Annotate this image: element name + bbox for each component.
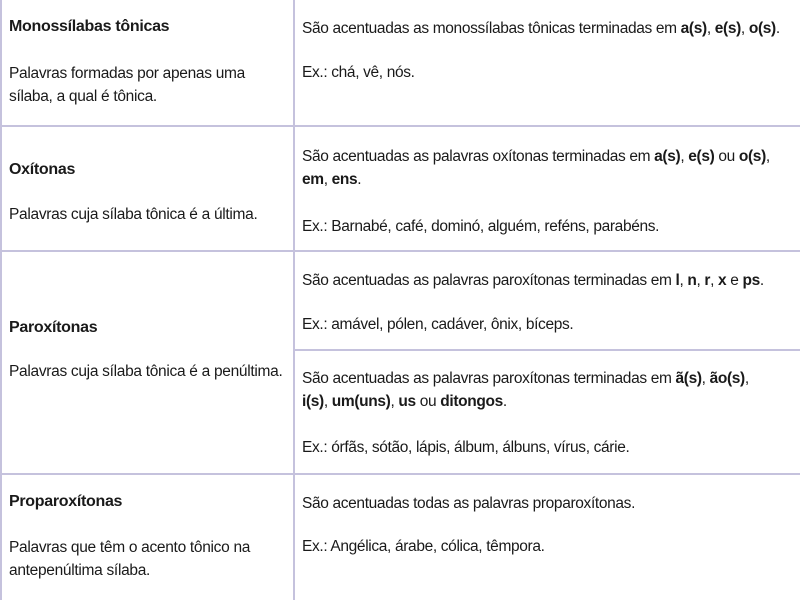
- rule-text: São acentuadas as palavras paroxítonas terminadas em l, n, r, x e ps.: [302, 272, 764, 289]
- category-title: Proparoxítonas: [9, 493, 123, 510]
- table-row-paroxitonas: [2, 250, 800, 473]
- rule-example: Ex.: chá, vê, nós.: [302, 64, 415, 81]
- rule-text: São acentuadas as palavras paroxítonas terminadas em ã(s), ão(s), i(s), um(uns), us ou ditongos.: [302, 370, 749, 410]
- rule-cell: [295, 252, 800, 473]
- category-cell: [2, 252, 295, 473]
- category-description: Palavras formadas por apenas uma sílaba, a qual é tônica.: [9, 65, 245, 105]
- rule-text: São acentuadas todas as palavras proparoxítonas.: [302, 495, 636, 512]
- rule-cell: [295, 127, 800, 250]
- category-title: Paroxítonas: [9, 319, 98, 336]
- category-description: Palavras cuja sílaba tônica é a penúltima.: [9, 363, 283, 380]
- rule-example: Ex.: órfãs, sótão, lápis, álbum, álbuns, vírus, cárie.: [302, 439, 630, 456]
- rule-text: São acentuadas as palavras oxítonas terminadas em a(s), e(s) ou o(s), em, ens.: [302, 148, 770, 188]
- category-title: Oxítonas: [9, 161, 76, 178]
- category-description: Palavras cuja sílaba tônica é a última.: [9, 206, 258, 223]
- rule-text: São acentuadas as monossílabas tônicas terminadas em a(s), e(s), o(s).: [302, 20, 780, 37]
- category-description: Palavras que têm o acento tônico na antepenúltima sílaba.: [9, 539, 251, 579]
- rule-cell: [295, 0, 800, 125]
- table-row-monossilabas: [2, 0, 800, 125]
- rule-example: Ex.: amável, pólen, cadáver, ônix, bíceps.: [302, 316, 574, 333]
- category-cell: [2, 475, 295, 600]
- table-row-oxitonas: [2, 125, 800, 250]
- rule-example: Ex.: Angélica, árabe, cólica, têmpora.: [302, 538, 545, 555]
- rule-cell: [295, 475, 800, 600]
- category-cell: [2, 127, 295, 250]
- table-row-proparoxitonas: [2, 473, 800, 600]
- rule-example: Ex.: Barnabé, café, dominó, alguém, reféns, parabéns.: [302, 218, 660, 235]
- category-cell: [2, 0, 295, 125]
- category-title: Monossílabas tônicas: [9, 18, 170, 35]
- sub-row-divider: [295, 349, 800, 351]
